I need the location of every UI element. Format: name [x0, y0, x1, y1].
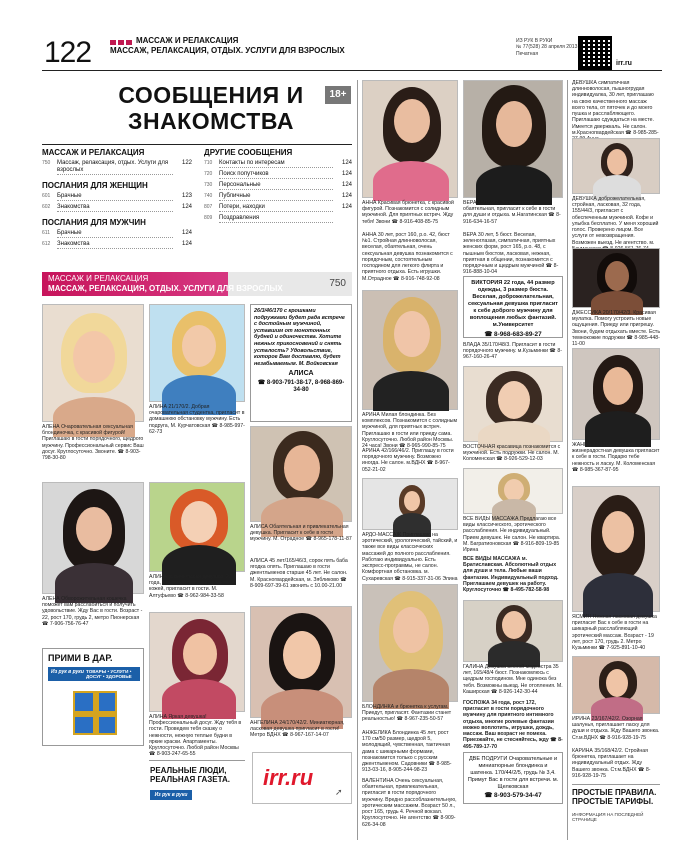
ad-alisa-3: АЛИСА 45 лет/165/46/3, сорок пять баба ягодка опять. Приглашаю в гости джентльменов старше 45 лет. Не салон. М. Красногвардейская, м. Зябликово ☎ 8-909-697-39-61 звонить с 10.00-21.00: [250, 558, 348, 589]
ad-ardo-massage: АРДО-МАССАЖ Приглашаю на эротический, урологический, тайский, и также все виды классических массажей до полного расслабления. Работаю индивидуально. Есть экспресс-программы, не салон. Комфортная обстановка. м. Сухаревская ☎ 8-915-337-31-06 Элина: [362, 532, 458, 582]
ad-alisa-box: [250, 304, 352, 422]
section-marker-icon: [110, 40, 132, 45]
promo-logo: Из рук в руки: [51, 669, 84, 675]
ad-alisa-2: АЛИСА Обаятельная и привлекательная девушка. Пригласит к себе в гости мужчину. М. Отрадное ☎ 8-965-178-11-87: [250, 524, 352, 543]
column-divider: [567, 80, 568, 840]
toc-item[interactable]: 601 Брачные 123: [42, 193, 192, 200]
ad-yasmin: ЯСМИН Нежная ласковая девушка пригласит Вас к себе в гости на шикарный расслабляющий эротический массаж. Возраст - 19 лет, рост 170, грудь 2. Метро Кузьминки ☎ 7-925-891-10-40: [572, 614, 657, 652]
ad-photo: [572, 348, 660, 440]
toc-heading: МАССАЖ И РЕЛАКСАЦИЯ: [42, 148, 145, 157]
ad-viktoria: ВИКТОРИЯ 22 года, 44 размер одежды, 3 размер бюста. Веселая, доброжелательная, сексуальная девушка пригласит к себе доброго мужчину для воплощения любых фантазий. м.Университет: [467, 280, 559, 328]
ad-photo: [42, 482, 144, 594]
section-subtitle: МАССАЖ, РЕЛАКСАЦИЯ, ОТДЫХ. УСЛУГИ ДЛЯ ВЗРОСЛЫХ: [110, 46, 345, 55]
title-divider: [42, 144, 352, 145]
ad-gospozha: ГОСПОЖА 34 года, рост 172, пригласит в гости порядочного мужчину для приятного интимного отдыха, многие ролевые фантазии можно воплотить, игрушки, дождь, массаж. Ваш возраст не помеха. Приезжайте, не стесняйтесь, жду ☎ 8-495-789-17-70: [463, 700, 563, 750]
ad-alena-1: АЛЕНА Очаровательная сексуальная блондиночка, с красивой фигурой! Приглашаю в гости порядочного, щедрого мужчину. Профессиональный сервис Ваш досуг. Круглосуточно. Звоните. ☎ 8-903-798-30-80: [42, 424, 144, 462]
promo-subtitle: ТОВАРЫ • УСЛУГИ • ДОСУГ • ЗДОРОВЬЕ: [86, 669, 132, 680]
ad-devushka-2: ДЕВУШКА доброжелательная, стройная, ласковая, 32 года, 155/44/3, пригласит с обеспеченным мужчиной. Кофе и улыбка бесплатно. У меня хороший голос. Проверено лицом. Все услуги от невозвращения. Возможен выезд. Не агентство. м.: [572, 196, 659, 246]
tariffs-note: ИНФОРМАЦИЯ НА ПОСЛЕДНЕЙ СТРАНИЦЕ: [572, 812, 644, 823]
ad-dzhessika: ДЖЕССИКА 20/170/42/3. Красивая мулатка. Помогу устроить новые ощущения. Приеду или пригрешу. Звони, будем отдыхать вместе. Есть темнокожие подружки ☎ 8-985-448-11-00: [572, 310, 661, 348]
cursor-icon: ➚: [335, 787, 343, 797]
qr-code-icon: [578, 36, 612, 70]
ad-alisa-name: АЛИСА: [288, 370, 314, 378]
banner-code: 750: [329, 278, 346, 289]
ad-photo: [463, 600, 563, 662]
ad-alina-1: АЛИНА 21/170/2. Добрая очаровательная студентка, пригласит в домашнюю обстановку мужчину. Есть подруга, М. Курчатовская ☎ 8-985-997-62-73: [149, 404, 245, 435]
ad-photo: [572, 248, 660, 308]
toc-item[interactable]: 710 Контакты по интересам 124: [204, 160, 352, 167]
toc-left: [42, 148, 192, 249]
ad-photo: [149, 304, 245, 402]
ad-photo: [463, 366, 563, 442]
ad-vostochnaya: ВОСТОЧНАЯ красавица познакомится с мужчиной. Есть подружки. Не салон. М. Коломенская ☎ 8-926-529-12-03: [463, 444, 561, 463]
section-title: МАССАЖ И РЕЛАКСАЦИЯ: [136, 36, 239, 45]
ad-alina-3: АЛИНА Яркая девушка! Профессиональный досуг. Жду тебя в гости. Проведем тебя сказку о нежности, нежную теплые будни в яркие краски. Апартаменты. Круглосуточно. Любой район Москвы ☎ 8-903-247-65-55: [149, 714, 242, 758]
toc-heading: ПОСЛАНИЯ ДЛЯ ЖЕНЩИН: [42, 180, 148, 190]
ad-anna-1: АННА Красивая брюнетка, с красивой фигурой. Познакомится с солидным мужчиной. Для приятных встреч. Жду тебя! Звони ☎ 8-916-408-85-75: [362, 200, 454, 225]
ad-photo: [463, 80, 563, 198]
ad-vse-vidy: ВСЕ ВИДЫ МАССАЖА Предлагаю все виды классического, эротического расслабления. Не индивидуальный. Прием девушек. Не салон. Не квартира. М. Багратионовская ☎ 8-916-809-19-85 Ирина: [463, 516, 561, 554]
page-number: 122: [44, 36, 92, 69]
ad-alisa-phone: ☎ 8-903-791-38-17, 8-968-869-34-80: [257, 380, 345, 394]
toc-item[interactable]: 612 Знакомства 124: [42, 241, 192, 248]
tariffs-slogan: ПРОСТЫЕ ПРАВИЛА. ПРОСТЫЕ ТАРИФЫ.: [572, 788, 657, 807]
ad-photo: [572, 656, 660, 714]
ad-alina-2: АЛИНА рыжеволосая девушка, 22 года, с пышной фигурой, шелковой кожей, пригласит в гости. М. Алтуфьево ☎ 8-962-984-33-58: [149, 574, 234, 599]
toc-item[interactable]: 809 Поздравления: [204, 215, 352, 223]
ad-photo: [572, 138, 660, 194]
ad-anna-2: АННА 30 лет, рост 160, р.о. 42, бюст №1. Стройная длинноволосая, веселая, обаятельная, очень сексуальная девушка познакомится с порядочным, состоятельным господином для легкого флирта и приятного отдыха. Есть игрушки. М.Отрадное ☎ 8-916-748-92-08: [362, 232, 453, 282]
page-title: СООБЩЕНИЯ И ЗНАКОМСТВА: [118, 82, 304, 134]
toc-item[interactable]: 611 Брачные 124: [42, 230, 192, 237]
ad-photo: [362, 80, 458, 198]
ad-dve-podrugi-phone: ☎ 8-903-579-34-47: [484, 792, 542, 800]
banner-subcategory: МАССАЖ, РЕЛАКСАЦИЯ, ОТДЫХ. УСЛУГИ ДЛЯ ВЗРОСЛЫХ: [48, 284, 283, 293]
ad-photo: [463, 468, 563, 514]
irr-banner[interactable]: [252, 752, 352, 804]
ad-blondinka: БЛОНДИНКА и брюнетка к услугам. Приедут, пригласят. Фантазии станет реальностью! ☎ 8-967-235-50-57: [362, 704, 452, 723]
ad-photo: [362, 584, 458, 702]
ad-karina: КАРИНА 35/168/42/2. Стройная брюнетка, приглашает на индивидуальный отдых. Жду Вашего звонка. Ст.м.ВДНХ ☎ 8-916-928-19-75: [572, 748, 651, 779]
edition-type: Печатная: [516, 50, 539, 57]
ad-galina: ГАЛИНА Девушка весной модеостра 35 лет, 165/48/4 бюст. Познакомлюсь с щедрым господином. Мне одинока без тебя. Возможны выезд. Не отопления. М. Каширская ☎ 8-926-142-30-44: [463, 664, 563, 695]
banner-category: МАССАЖ И РЕЛАКСАЦИЯ: [48, 274, 149, 283]
toc-right: [204, 148, 352, 223]
ad-photo: [250, 606, 352, 718]
irr-logo: irr.ru: [263, 765, 314, 790]
ad-angelina: АНГЕЛИНА 24/170/42/2. Миниатюрная, ласковая девушка пригласит в гости! Метро ВДНХ ☎ 8-967-167-14-07: [250, 720, 345, 739]
ad-alena-2: АЛЕНА Обворожительная кошечка поможет вам расслабиться и получить удовольствие. Жду Вас в гости. Возраст - 22, рост 170, грудь 2, метро Пионерская ☎ 7-906-756-76-47: [42, 596, 143, 627]
publication-info: [516, 38, 577, 57]
ad-photo: [149, 482, 245, 572]
ad-photo: [362, 290, 458, 410]
promo-box[interactable]: [42, 648, 144, 746]
ad-photo: [250, 426, 352, 522]
ad-photo: [362, 478, 458, 530]
header-divider: [42, 70, 662, 71]
toc-item[interactable]: 720 Поиск попутчиков 124: [204, 171, 352, 178]
toc-item[interactable]: 807 Потери, находки 124: [204, 203, 352, 210]
divider: [149, 760, 245, 761]
ad-arina-2: АРИНА 42/166/46/2. Приглашу в гости порядочного мужчину. Возможно иногда. Не салон. м.ВДНХ ☎ 8-967-052-21-02: [362, 448, 454, 473]
ad-photo: [572, 486, 660, 612]
ad-vlada: ВЛАДА 35/170/48/3. Пригласит в гости порядочного мужчину. м.Кузьминки ☎ 8-967-160-26-47: [463, 342, 562, 361]
ad-vera-2: ВЕРА 30 лет, 5 бюст. Веселая, зеленоглазая, симпатичная, приятных женских форм, рост 165, р.о. 48, с пышным бюстом, ласковая, нежная, приятная в общении, познакомится с порядочным и щедрым мужчиной ☎ 8-916-888-10-04: [463, 232, 559, 276]
gift-box-icon: [73, 691, 117, 735]
age-rating-badge: 18+: [325, 86, 351, 104]
ad-viktoria-phone: ☎ 8-968-683-89-27: [484, 330, 542, 338]
ad-valentina: ВАЛЕНТИНА Очень сексуальная, обаятельная, привлекательная, пригласит в гости порядочного мужчину. Вредно рассоблазнительную, эротическим массажем. Возраст 50 л., рост 165, грудь 4. Речной вокзал. Круглосуточно. Не агентство ☎ 8-909-626-34-08: [362, 778, 457, 828]
toc-item[interactable]: 730 Персональные 124: [204, 181, 352, 188]
promo-title: ПРИМИ В ДАР.: [48, 653, 113, 663]
toc-heading: ДРУГИЕ СООБЩЕНИЯ: [204, 148, 293, 157]
ad-dve-podrugi: ДВЕ ПОДРУГИ Очаровательные и миниатюрные блондинка и шатенка. 170/44/2/5, грудь № 3,4. Примут Вас в гости для встречи. м. Щелковская: [467, 756, 559, 790]
ad-alisa-text: 26/3/46/170 с крошками подружками будет рада встрече с достойным мужчиной, уставшим от монотонных будней и одиночества. Хотите нежных прикосновений и снять усталость? Удовольствие, которое Вам доставлю, будет незабываемым. М. Войковская: [254, 308, 345, 367]
ad-dve-podrugi-box: [463, 752, 563, 804]
ad-photo: [149, 612, 245, 712]
category-banner: [42, 272, 352, 296]
column-divider: [357, 80, 358, 840]
toc-item[interactable]: 740 Публичные 124: [204, 192, 352, 199]
ad-anzhelika: АНЖЕЛИКА Блондинка 45 лет, рост 170 см/50 размер, щедрой 5, молодящий, чувственная, тактичная дама с шикарными формами, познакомится только с русским джентльменом. Садовники ☎ 8-985-913-03-16, 8-905-244-98-23: [362, 730, 452, 774]
issue-info: № 77(528) 28 апреля 2013: [516, 44, 578, 51]
brand-logo: Из рук в руки: [150, 790, 192, 800]
site-url[interactable]: irr.ru: [616, 60, 632, 67]
ad-devushka-1: ДЕВУШКА симпатичная длинноволосая, пышногрудая индивидуалка, 30 лет, приглашаю на свою качественного массаж всего тела, от пяточек и до моего пушка и расслабляющего. Приглашаю сдуждаться на месте. Имеется двержкаль. Не салон. м.Красногвардейская ☎ 8-985-285-: [572, 80, 659, 136]
ad-photo: [42, 304, 144, 422]
ad-vse-vidy-2: ВСЕ ВИДЫ МАССАЖА м. Братиславская. Абсолютный отдых для души и тела. Любые ваши фантазии. Индивидуальный подход. Приглашаем девушек на работу. Круглосуточно ☎ 8-495-782-58-98: [463, 556, 559, 594]
promo-banner: [48, 667, 140, 681]
ad-viktoria-box: [463, 276, 563, 338]
ad-vera: ВЕРА 15/169/2. Загадочная и обаятельная, пригласит к себе в гости для души и отдыха. м.Нагатинская ☎ 8-916-634-16-57: [463, 200, 561, 225]
divider: [572, 784, 660, 785]
toc-heading: ПОСЛАНИЯ ДЛЯ МУЖЧИН: [42, 217, 146, 227]
toc-item[interactable]: 750 Массаж, релаксация, отдых. Услуги для взрослых 122: [42, 160, 192, 174]
ad-arina-1: АРИНА Милая блондинка. Без комплексов. Познакомится с солидным мужчиной, для приятных встреч. Приглашаю в гости или приеду сама. Круглосуточно. Любой район Москвы. 24 часа! Звони ☎ 8-965-990-85-75: [362, 412, 458, 450]
publication-name: ИЗ РУК В РУКИ: [516, 38, 553, 44]
ad-irina: ИРИНА 23/167/42/2. Озорная шалунья, приглашает ласку для души и отдыха. Жду Вашего звонка. Ст.м.ВДНХ ☎ 8-916-928-19-75: [572, 716, 660, 741]
toc-item[interactable]: 602 Знакомства 124: [42, 204, 192, 211]
slogan: РЕАЛЬНЫЕ ЛЮДИ, РЕАЛЬНАЯ ГАЗЕТА.: [150, 766, 230, 785]
ad-zhanna: ЖАННА 19/170/2. Веселая, жизнерадостная девушка пригласит к себе в гости. Подарю тебе нежность и ласку. М. Коломенская ☎ 8-985-367-87-95: [572, 442, 660, 473]
